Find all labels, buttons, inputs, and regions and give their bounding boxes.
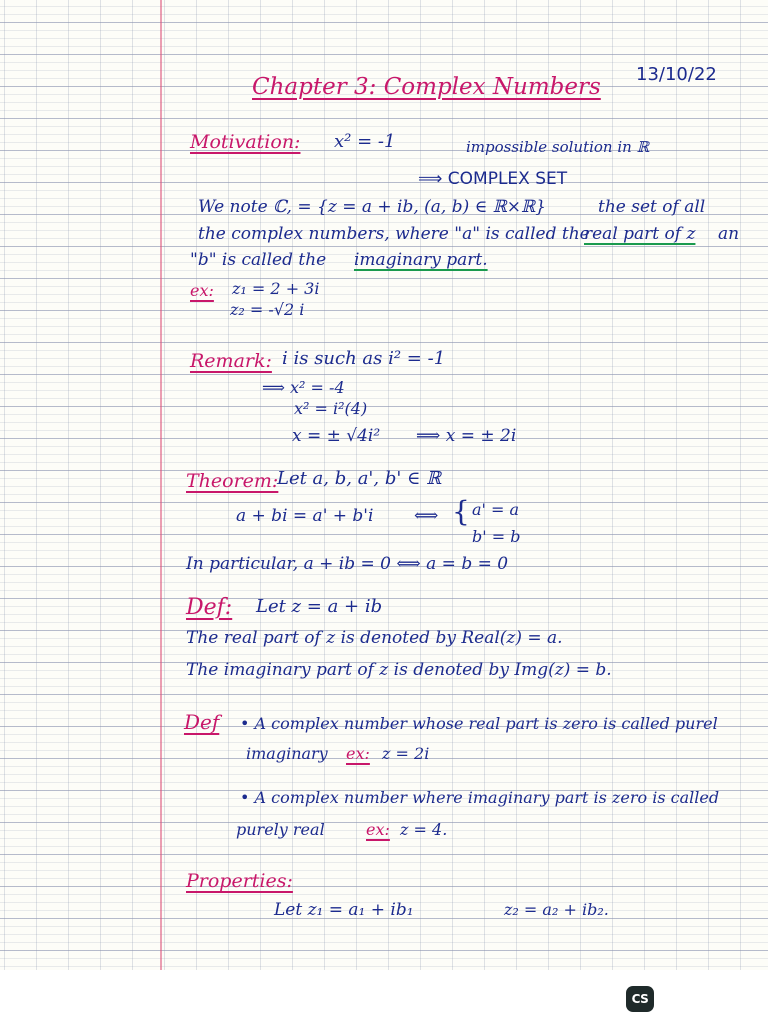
motivation-equation: x² = -1 bbox=[334, 131, 396, 152]
def2-item2-value: z = 4. bbox=[400, 820, 448, 839]
def1-text: Let z = a + ib bbox=[256, 596, 383, 617]
theorem-iff: ⟺ bbox=[414, 506, 439, 526]
def2-item1: • A complex number whose real part is zero is called purel bbox=[240, 714, 718, 733]
def2-label: Def bbox=[184, 710, 220, 734]
remark-step-1: ⟹ x² = -4 bbox=[262, 378, 345, 397]
def2-item2-ex: ex: bbox=[366, 820, 390, 839]
def2-item2-purely-real: purely real bbox=[236, 820, 325, 839]
theorem-system-1: a' = a bbox=[472, 500, 520, 519]
motivation-note: impossible solution in ℝ bbox=[466, 138, 650, 156]
remark-text: i is such as i² = -1 bbox=[282, 348, 446, 369]
example-z2: z₂ = -√2 i bbox=[230, 300, 305, 319]
def-line-2-end: an bbox=[718, 224, 740, 244]
real-part-term: real part of z bbox=[584, 224, 696, 244]
example-z1: z₁ = 2 + 3i bbox=[232, 279, 320, 298]
remark-result: ⟹ x = ± 2i bbox=[416, 426, 517, 446]
complex-set-arrow: ⟹ COMPLEX SET bbox=[418, 169, 568, 189]
remark-label: Remark: bbox=[190, 350, 272, 372]
properties-z2: z₂ = a₂ + ib₂. bbox=[504, 900, 609, 919]
def2-item2: • A complex number where imaginary part is zero is called bbox=[240, 788, 720, 807]
def-line-1-end: the set of all bbox=[598, 197, 706, 217]
theorem-label: Theorem: bbox=[186, 470, 279, 492]
theorem-particular: In particular, a + ib = 0 ⟺ a = b = 0 bbox=[186, 554, 509, 574]
imaginary-part-term: imaginary part. bbox=[354, 250, 488, 270]
def1-label: Def: bbox=[186, 595, 233, 620]
margin-line bbox=[160, 0, 162, 970]
def-line-2: the complex numbers, where "a" is called the bbox=[198, 224, 590, 244]
system-brace: { bbox=[452, 495, 470, 528]
def1-imag: The imaginary part of z is denoted by Img(z) = b. bbox=[186, 660, 612, 680]
camscanner-logo: CS bbox=[626, 986, 654, 1012]
def-line-3: "b" is called the bbox=[190, 250, 327, 270]
properties-z1: Let z₁ = a₁ + ib₁ bbox=[274, 900, 414, 920]
remark-step-2: x² = i²(4) bbox=[294, 399, 368, 418]
date: 13/10/22 bbox=[636, 64, 717, 85]
remark-step-3: x = ± √4i² bbox=[292, 426, 381, 446]
chapter-title: Chapter 3: Complex Numbers bbox=[252, 74, 601, 100]
theorem-system-2: b' = b bbox=[472, 527, 521, 546]
def-line-1: We note ℂ, = {z = a + ib, (a, b) ∈ ℝ×ℝ} bbox=[198, 197, 546, 217]
def2-item1-value: z = 2i bbox=[382, 744, 430, 763]
example-label: ex: bbox=[190, 281, 214, 300]
def2-item1-imaginary: imaginary bbox=[246, 744, 328, 763]
motivation-label: Motivation: bbox=[190, 131, 301, 153]
theorem-equation: a + bi = a' + b'i bbox=[236, 506, 374, 526]
theorem-text: Let a, b, a', b' ∈ ℝ bbox=[277, 468, 442, 489]
properties-label: Properties: bbox=[186, 870, 293, 892]
def1-real: The real part of z is denoted by Real(z) = a. bbox=[186, 628, 563, 648]
def2-item1-ex: ex: bbox=[346, 744, 370, 763]
